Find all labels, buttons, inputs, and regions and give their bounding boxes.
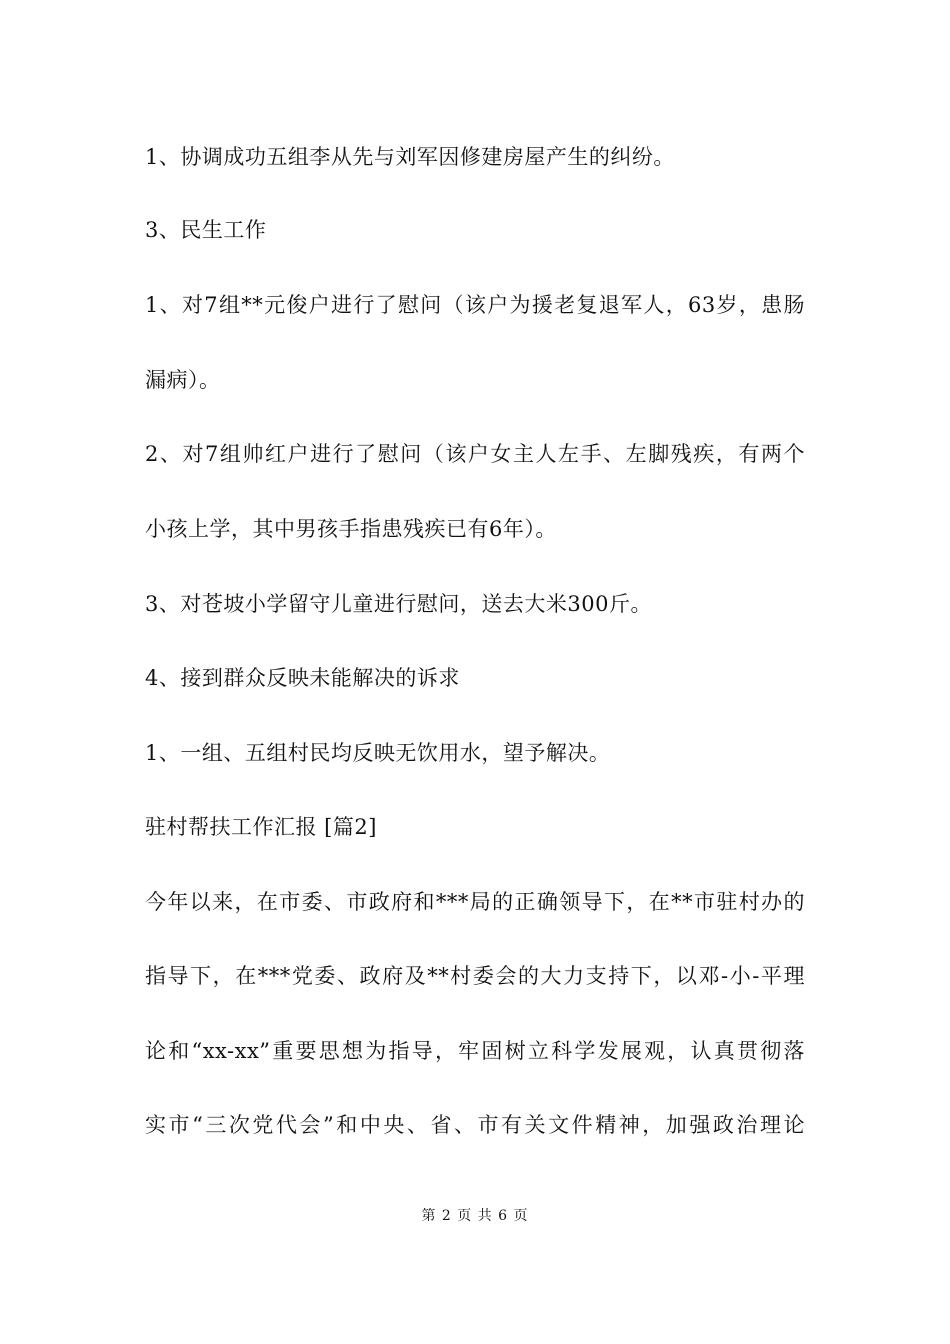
paragraph-line: 1、对7组**元俊户进行了慰问（该户为援老复退军人，63岁，患肠: [145, 293, 805, 317]
paragraph-line: 1、协调成功五组李从先与刘军因修建房屋产生的纠纷。: [145, 145, 675, 169]
paragraph-line: 论和“xx-xx”重要思想为指导，牢固树立科学发展观，认真贯彻落: [145, 1039, 805, 1063]
paragraph-line: 1、一组、五组村民均反映无饮用水，望予解决。: [145, 741, 611, 765]
page-number: 第 2 页 共 6 页: [421, 1208, 529, 1224]
page-footer: [0, 1207, 950, 1225]
section-heading: 3、民生工作: [145, 218, 267, 242]
paragraph-line: 2、对7组帅红户进行了慰问（该户女主人左手、左脚残疾，有两个: [145, 442, 805, 466]
paragraph-line: 漏病）。: [145, 368, 221, 392]
paragraph-line: 小孩上学，其中男孩手指患残疾已有6年）。: [145, 517, 557, 541]
paragraph-line: 指导下，在***党委、政府及**村委会的大力支持下，以邓-小-平理: [145, 964, 805, 988]
section-title: 驻村帮扶工作汇报 [篇2]: [145, 815, 377, 839]
paragraph-line: 3、对苍坡小学留守儿童进行慰问，送去大米300斤。: [145, 592, 652, 616]
paragraph-line: 今年以来，在市委、市政府和***局的正确领导下，在**市驻村办的: [145, 890, 805, 914]
section-heading: 4、接到群众反映未能解决的诉求: [145, 666, 460, 690]
paragraph-line: 实市“三次党代会”和中央、省、市有关文件精神，加强政治理论: [145, 1113, 805, 1137]
